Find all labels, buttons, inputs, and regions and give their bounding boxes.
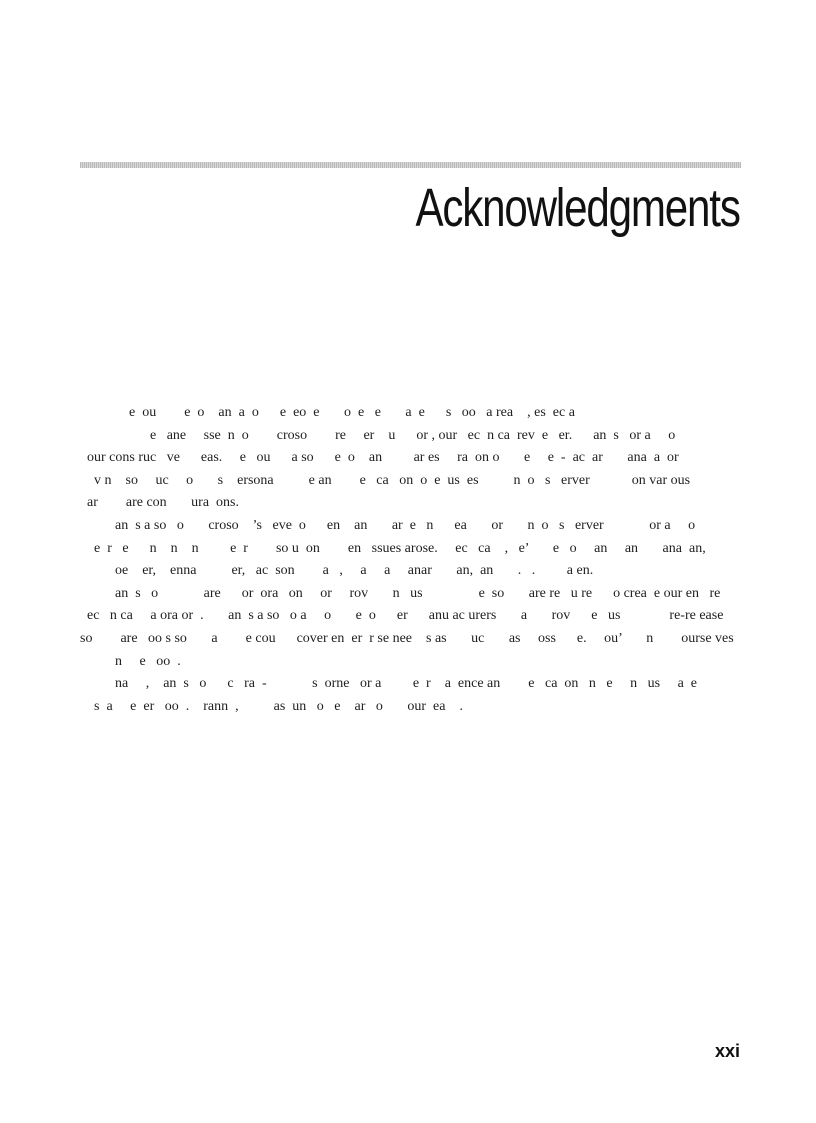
text-line: e ane sse n o croso re er u or , our ec n ca rev e er. an s or a o — [80, 427, 676, 443]
text-line: na , an s o c ra - s orne or a e r a ence an e ca on n e n us a e — [80, 676, 698, 692]
text-line: so are oo s so a e cou cover en er r se nee s as uc as oss e. ou’ n ourse ves — [80, 630, 734, 646]
text-line: s a e er oo . rann , as un o e ar o our ea . — [80, 698, 463, 714]
page-number: xxi — [714, 1041, 740, 1061]
title-rule — [80, 162, 741, 168]
page-title: Acknowledgments — [415, 178, 740, 238]
paragraph — [80, 673, 741, 718]
text-line: our cons ruc ve eas. e ou a so e o an ar es ra on o e e - ac ar ana a or — [80, 450, 679, 466]
paragraph — [80, 402, 741, 515]
body-text — [80, 402, 741, 718]
paragraph — [80, 515, 741, 583]
text-line: v n so uc o s ersona e an e ca on o e us es n o s erver on var ous — [80, 472, 691, 488]
text-line: an s a so o croso ’s eve o en an ar e n ea or n o s erver or a o — [80, 517, 696, 533]
text-line: oe er, enna er, ac son a , a a anar an, an . . a en. — [80, 563, 594, 579]
text-line: n e oo . — [80, 653, 181, 669]
text-line: ar are con ura ons. — [80, 495, 240, 511]
text-line: an s o are or ora on or rov n us e so are re u re o crea e our en re — [80, 585, 721, 601]
text-line: ec n ca a ora or . an s a so o a o e o er anu ac urers a rov e us re-re ease — [80, 608, 724, 624]
text-line: e r e n n n e r so u on en ssues arose. ec ca , e’ e o an an ana an, — [80, 540, 706, 556]
paragraph — [80, 583, 741, 673]
text-line: e ou e o an a o e eo e o e e a e s oo a rea , es ec a — [80, 405, 575, 420]
